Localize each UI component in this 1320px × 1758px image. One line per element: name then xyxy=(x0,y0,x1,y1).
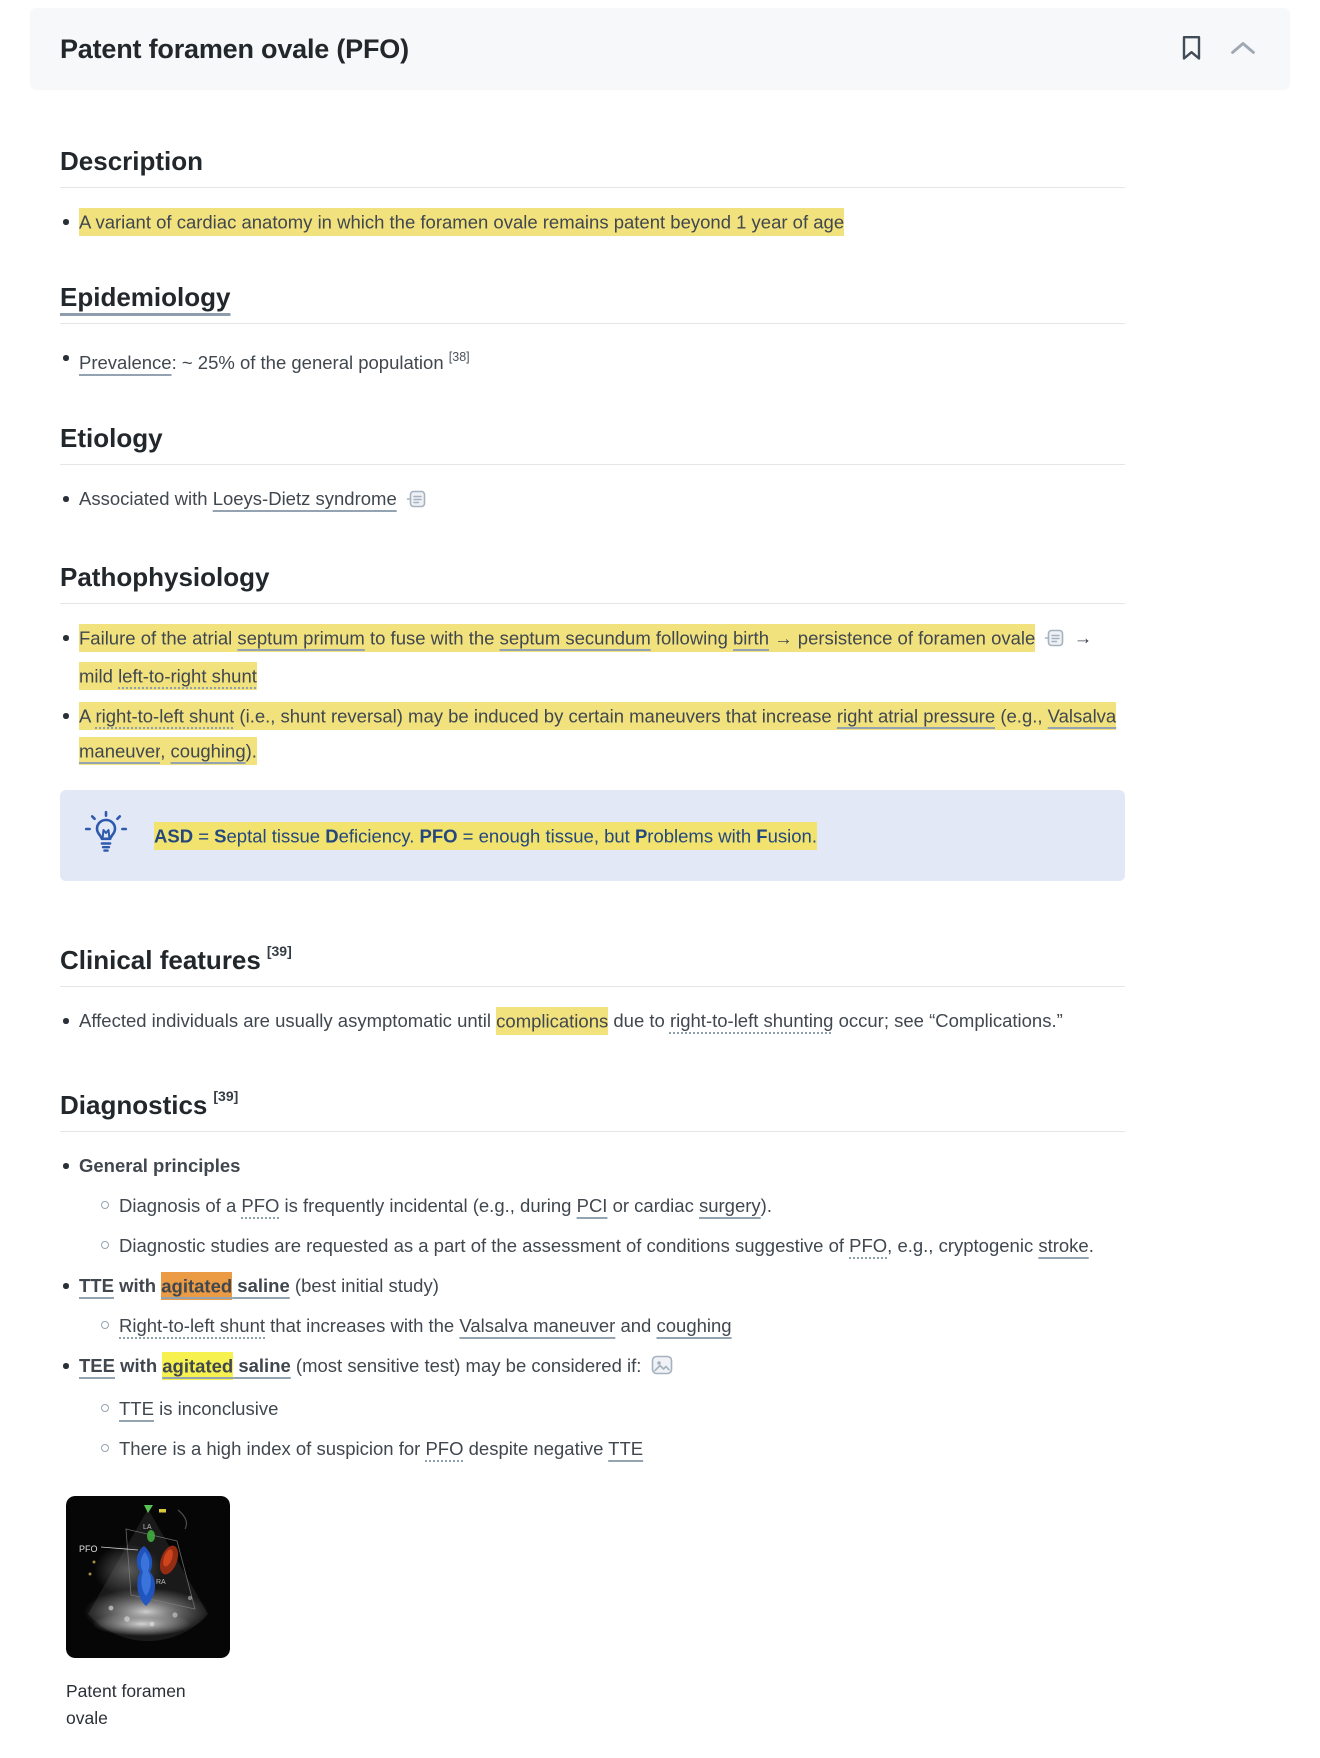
inline-link[interactable]: Right-to-left shunt xyxy=(119,1315,266,1336)
section-heading-text: Pathophysiology xyxy=(60,562,270,592)
inline-link[interactable]: TTE xyxy=(79,1275,114,1296)
section-heading xyxy=(60,561,1125,604)
inline-link[interactable]: Loeys-Dietz syndrome xyxy=(212,488,397,509)
inline-link[interactable]: TEE xyxy=(79,1355,115,1376)
inline-link[interactable]: saline xyxy=(233,1355,291,1376)
section-heading xyxy=(60,935,1125,987)
inline-link[interactable]: septum primum xyxy=(237,624,364,652)
text-segment: and xyxy=(615,1315,657,1336)
bullet-list xyxy=(60,1003,1125,1038)
bullet-list xyxy=(60,481,1125,519)
bullet-item xyxy=(60,340,1125,380)
text-segment: . xyxy=(1088,1235,1094,1256)
text-segment: is frequently incidental (e.g., during xyxy=(279,1195,577,1216)
text-segment: Failure of the atrial xyxy=(79,624,237,652)
text-segment: (most sensitive test) may be considered if: xyxy=(290,1355,647,1376)
mnemonic-text xyxy=(154,820,817,851)
text-segment: complications xyxy=(496,1007,608,1035)
inline-link[interactable]: right-to-left shunt xyxy=(95,702,234,730)
inline-link[interactable]: coughing xyxy=(171,737,246,765)
inline-link[interactable]: coughing xyxy=(656,1315,732,1336)
inline-link[interactable]: surgery xyxy=(698,1195,761,1216)
text-segment: Associated with xyxy=(79,488,213,509)
inline-link[interactable]: Valsalva maneuver xyxy=(79,702,1116,765)
inline-link[interactable]: agitated xyxy=(161,1272,232,1300)
sub-bullet-item xyxy=(100,1391,1125,1426)
section-heading-text: Clinical features xyxy=(60,945,261,975)
text-segment: (e.g., xyxy=(995,702,1047,730)
inline-link[interactable]: TTE xyxy=(119,1398,154,1419)
text-segment: Affected individuals are usually asymptomatic until xyxy=(79,1010,497,1031)
article-header xyxy=(30,8,1290,90)
section-etiology xyxy=(60,422,1125,519)
text-segment: (i.e., shunt reversal) may be induced by certain maneuvers that increase xyxy=(234,702,837,730)
text-segment: with xyxy=(114,1355,163,1376)
text-segment: : ~ 25% of the general population xyxy=(171,352,449,373)
sub-bullet-list xyxy=(100,1188,1125,1263)
bullet-text xyxy=(79,1148,1125,1183)
section-heading-text: Diagnostics xyxy=(60,1090,208,1120)
text-segment: eficiency. xyxy=(339,822,420,850)
inline-link[interactable]: TTE xyxy=(608,1438,644,1459)
sub-bullet-item xyxy=(100,1431,1125,1466)
bullet-list xyxy=(60,340,1125,380)
section-diagnostics xyxy=(60,1080,1125,1732)
sub-bullet-item xyxy=(100,1188,1125,1223)
inline-link[interactable]: left-to-right shunt xyxy=(118,662,257,690)
section-heading xyxy=(60,1080,1125,1132)
bookmark-button[interactable] xyxy=(1175,29,1208,70)
bullet-item xyxy=(60,1003,1125,1038)
caption-line-2: ovale xyxy=(66,1708,108,1728)
figure-caption xyxy=(66,1678,1125,1732)
bullet-item xyxy=(60,204,1125,239)
article-body xyxy=(0,145,1320,1732)
bullet-text xyxy=(79,1348,1125,1386)
inline-link[interactable]: right atrial pressure xyxy=(837,702,995,730)
bullet-item xyxy=(60,620,1125,693)
text-segment: Diagnosis of a xyxy=(119,1195,242,1216)
caption-line-1: Patent foramen xyxy=(66,1681,186,1701)
text-segment: to fuse with the xyxy=(365,624,500,652)
section-epidemiology xyxy=(60,281,1125,380)
bullet-item xyxy=(60,698,1125,768)
section-clinical-features xyxy=(60,935,1125,1038)
bullet-item xyxy=(60,1268,1125,1343)
bullet-list xyxy=(60,620,1125,768)
sub-bullet-item xyxy=(100,1308,1125,1343)
article-card-icon[interactable] xyxy=(1044,623,1064,658)
section-heading xyxy=(60,281,1125,324)
text-segment: [38] xyxy=(448,350,470,364)
inline-link[interactable]: right-to-left shunting xyxy=(669,1010,834,1031)
text-segment: ASD xyxy=(154,822,193,850)
inline-link[interactable]: PCI xyxy=(576,1195,608,1216)
sub-bullet-list xyxy=(100,1308,1125,1343)
text-segment: despite negative xyxy=(463,1438,609,1459)
thumb-label-ra: RA xyxy=(156,1579,166,1586)
text-segment: , e.g., cryptogenic xyxy=(887,1235,1039,1256)
text-segment: PFO xyxy=(420,822,458,850)
text-segment: A xyxy=(79,702,95,730)
text-segment: D xyxy=(325,822,338,850)
text-segment: , xyxy=(160,737,170,765)
article-card-icon[interactable] xyxy=(406,484,426,519)
text-segment: F xyxy=(756,822,767,850)
text-segment: = xyxy=(193,822,214,850)
mnemonic-hint-box xyxy=(60,790,1125,881)
reference-link[interactable]: [39] xyxy=(266,943,292,959)
text-segment: or cardiac xyxy=(607,1195,699,1216)
text-segment: S xyxy=(214,822,226,850)
text-segment: mild xyxy=(79,662,118,690)
inline-link[interactable]: PFO xyxy=(241,1195,280,1216)
bullet-item xyxy=(60,481,1125,519)
text-segment: (best initial study) xyxy=(289,1275,439,1296)
text-segment: is inconclusive xyxy=(153,1398,279,1419)
thumb-label-la: LA xyxy=(143,1524,152,1531)
inline-link[interactable]: agitated xyxy=(162,1352,233,1380)
inline-link[interactable]: septum secundum xyxy=(500,624,651,652)
text-segment: with xyxy=(113,1275,162,1296)
text-segment: usion. xyxy=(768,822,817,850)
lightbulb-icon xyxy=(84,810,128,861)
inline-link[interactable]: PFO xyxy=(425,1438,464,1459)
text-segment: A variant of cardiac anatomy in which the foramen ovale remains patent beyond 1 year of age xyxy=(79,208,844,236)
image-icon[interactable] xyxy=(651,1351,673,1386)
section-heading-text: Etiology xyxy=(60,423,163,453)
text-segment: occur; see “Complications.” xyxy=(833,1010,1063,1031)
text-segment: = enough tissue, but xyxy=(458,822,635,850)
reference-link[interactable]: [39] xyxy=(213,1088,239,1104)
bullet-list xyxy=(60,1148,1125,1466)
page-title: Patent foramen ovale (PFO) xyxy=(60,33,409,64)
echocardiogram-thumbnail[interactable] xyxy=(66,1496,230,1658)
section-heading-link[interactable]: Epidemiology xyxy=(60,282,231,312)
text-segment: General principles xyxy=(79,1155,241,1176)
inline-link[interactable]: Valsalva maneuver xyxy=(459,1315,616,1336)
text-segment: Diagnostic studies are requested as a part of the assessment of conditions suggestive of xyxy=(119,1235,850,1256)
inline-link[interactable]: Prevalence xyxy=(79,352,172,373)
text-segment: ). xyxy=(246,737,257,765)
section-heading xyxy=(60,145,1125,188)
inline-link[interactable]: stroke xyxy=(1038,1235,1089,1256)
bookmark-icon xyxy=(1181,35,1202,64)
section-description xyxy=(60,145,1125,239)
inline-link[interactable]: PFO xyxy=(849,1235,888,1256)
text-segment: that increases with the xyxy=(265,1315,460,1336)
bullet-item xyxy=(60,1348,1125,1466)
media-figure xyxy=(66,1496,1125,1732)
text-segment: following xyxy=(651,624,733,652)
inline-link[interactable]: saline xyxy=(232,1275,290,1296)
collapse-section-button[interactable] xyxy=(1224,35,1262,64)
inline-link[interactable]: birth xyxy=(733,624,769,652)
text-segment: There is a high index of suspicion for xyxy=(119,1438,426,1459)
section-heading-text: Description xyxy=(60,146,204,176)
text-segment: → xyxy=(1073,627,1093,648)
section-pathophysiology xyxy=(60,561,1125,881)
section-heading xyxy=(60,422,1125,465)
bullet-text xyxy=(79,1268,1125,1303)
text-segment: P xyxy=(635,822,647,850)
chevron-up-icon xyxy=(1230,41,1256,58)
text-segment: roblems with xyxy=(647,822,756,850)
text-segment: eptal tissue xyxy=(227,822,326,850)
sub-bullet-list xyxy=(100,1391,1125,1466)
thumb-label-pfo: PFO xyxy=(79,1544,98,1554)
text-segment: → persistence of foramen ovale xyxy=(769,624,1035,652)
text-segment: ). xyxy=(760,1195,772,1216)
sub-bullet-item xyxy=(100,1228,1125,1263)
text-segment: due to xyxy=(608,1010,670,1031)
bullet-list xyxy=(60,204,1125,239)
bullet-item xyxy=(60,1148,1125,1263)
